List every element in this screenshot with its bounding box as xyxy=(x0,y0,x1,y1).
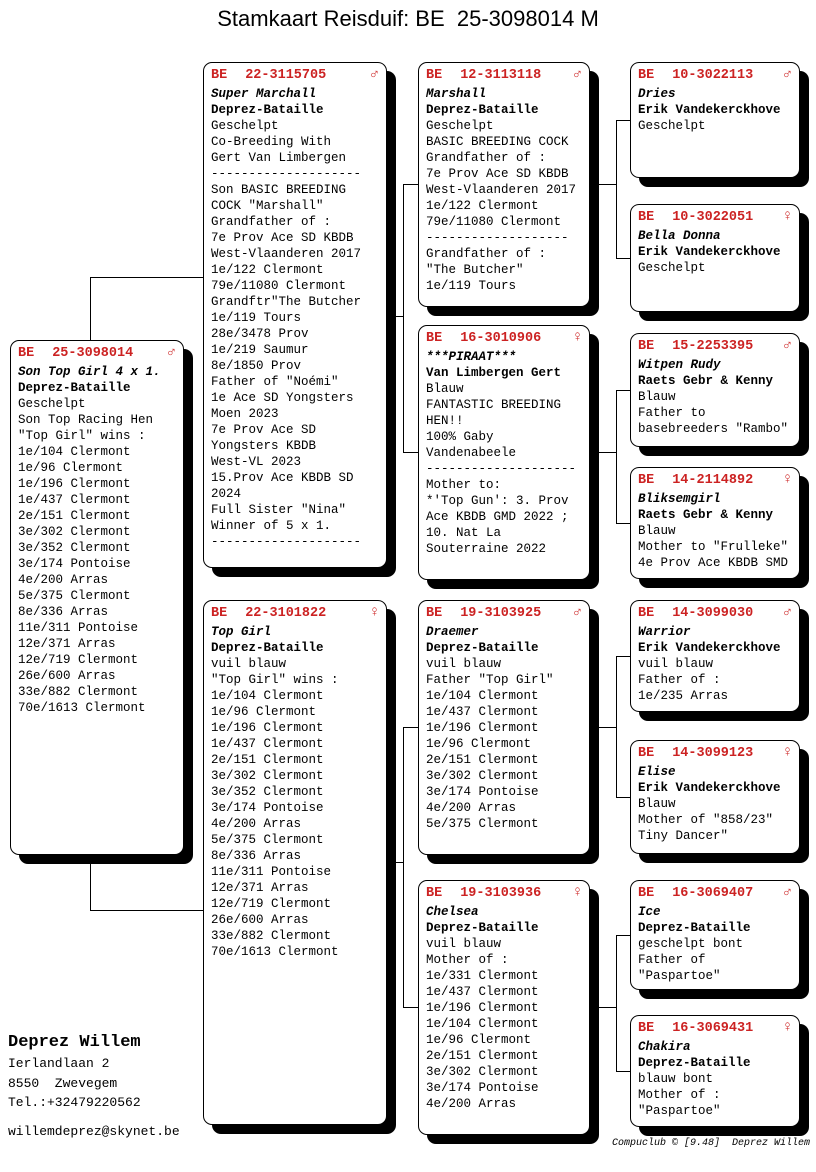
pigeon-owner: Deprez-Bataille xyxy=(426,641,539,655)
ring-number: 16-3069407 xyxy=(672,886,754,901)
connector-subject-mother-v xyxy=(90,855,91,911)
country-code: BE xyxy=(638,339,655,354)
ring-header xyxy=(211,66,379,86)
pigeon-name: Super Marchall xyxy=(211,87,317,101)
pedigree-box-ggp-6 xyxy=(630,740,800,854)
pigeon-details: blauw bont Mother of : "Paspartoe" xyxy=(638,1072,721,1118)
pedigree-box-grandmother-paternal xyxy=(418,325,590,580)
ring-number: 10-3022051 xyxy=(672,210,754,225)
pigeon-name: Elise xyxy=(638,765,676,779)
pigeon-owner: Raets Gebr & Kenny xyxy=(638,508,774,522)
loft-owner-address1: Ierlandlaan 2 xyxy=(8,1056,110,1071)
ring-header xyxy=(638,884,792,904)
loft-owner-email: willemdeprez@skynet.be xyxy=(8,1123,180,1139)
pigeon-name: Ice xyxy=(638,905,661,919)
connector-gp4-out xyxy=(590,1007,617,1008)
country-code: BE xyxy=(638,68,655,83)
pigeon-owner: Deprez-Bataille xyxy=(211,103,324,117)
pigeon-name: Bliksemgirl xyxy=(638,492,721,506)
pigeon-details: Blauw Mother of "858/23" Tiny Dancer" xyxy=(638,797,774,843)
ring-number: 14-3099123 xyxy=(672,746,754,761)
ring-header xyxy=(426,66,582,86)
pigeon-owner: Deprez-Bataille xyxy=(211,641,324,655)
country-code: BE xyxy=(638,473,655,488)
pigeon-details: Blauw Father to basebreeders "Rambo" xyxy=(638,390,789,436)
connector-ggp5-stub xyxy=(616,656,631,657)
pigeon-details: vuil blauw Mother of : 1e/331 Clermont 1e/437 Clermont 1e/196 Clermont 1e/104 Clermont 1e/96 Clermont 2e/151 Clermont 3e/302 Clermont 3e/174 Pontoise 4e/200 Arras xyxy=(426,937,539,1111)
ring-number: 16-3010906 xyxy=(460,331,542,346)
male-icon: ♂ xyxy=(782,604,792,621)
country-code: BE xyxy=(638,606,655,621)
loft-owner-tel: Tel.:+32479220562 xyxy=(8,1095,141,1110)
pigeon-owner: Erik Vandekerckhove xyxy=(638,245,781,259)
ring-number: 15-2253395 xyxy=(672,339,754,354)
pigeon-owner: Deprez-Bataille xyxy=(426,103,539,117)
connector-subject-father-v xyxy=(90,277,91,340)
connector-gp3-out xyxy=(590,727,617,728)
pigeon-details: vuil blauw Father of : 1e/235 Arras xyxy=(638,657,729,703)
connector-ggp1-stub xyxy=(616,120,631,121)
male-icon: ♂ xyxy=(782,66,792,83)
connector-father-gp-v xyxy=(403,184,404,453)
female-icon: ♀ xyxy=(782,744,792,761)
pigeon-details: Blauw Mother to "Frulleke" 4e Prov Ace KBDB SMD xyxy=(638,524,789,570)
loft-owner-address2: 8550 Zwevegem xyxy=(8,1075,118,1091)
pigeon-name: Marshall xyxy=(426,87,487,101)
ring-header xyxy=(426,329,582,349)
pigeon-name: ***PIRAAT*** xyxy=(426,350,517,364)
pedigree-box-ggp-8 xyxy=(630,1015,800,1127)
connector-ggp4-stub xyxy=(616,523,631,524)
ring-header xyxy=(426,604,582,624)
pigeon-name: Chakira xyxy=(638,1040,691,1054)
connector-gp2-out xyxy=(590,452,617,453)
pigeon-name: Draemer xyxy=(426,625,479,639)
pigeon-owner: Deprez-Bataille xyxy=(426,921,539,935)
pedigree-box-ggp-1 xyxy=(630,62,800,178)
pedigree-box-subject xyxy=(10,340,184,855)
connector-ggp3-stub xyxy=(616,390,631,391)
connector-subject-father-h xyxy=(90,277,204,278)
ring-number: 14-3099030 xyxy=(672,606,754,621)
connector-ggp8-stub xyxy=(616,1071,631,1072)
pigeon-name: Son Top Girl 4 x 1. xyxy=(18,365,161,379)
country-code: BE xyxy=(638,1021,655,1036)
female-icon: ♀ xyxy=(572,329,582,346)
pigeon-details: vuil blauw "Top Girl" wins : 1e/104 Clermont 1e/96 Clermont 1e/196 Clermont 1e/437 Clermont 2e/151 Clermont 3e/302 Clermont 3e/352 Clermont 3e/174 Pontoise 4e/200 Arras 5e/375 Clermont 8e/336 Arras 11e/311 Pontoise 12e/371 Arras 12e/719 Clermont 26e/600 Arras 33e/882 Clermont 70e/1613 Clermont xyxy=(211,657,339,959)
pedigree-box-grandmother-maternal xyxy=(418,880,590,1135)
ring-number: 10-3022113 xyxy=(672,68,754,83)
female-icon: ♀ xyxy=(369,604,379,621)
country-code: BE xyxy=(426,606,443,621)
ring-header xyxy=(426,884,582,904)
pigeon-details: Blauw FANTASTIC BREEDING HEN!! 100% Gaby Vandenabeele -------------------- Mother to: *'Top Gun': 3. Prov Ace KBDB GMD 2022 ; 10. Nat La Souterraine 2022 xyxy=(426,382,577,556)
ring-number: 14-2114892 xyxy=(672,473,754,488)
country-code: BE xyxy=(638,746,655,761)
connector-ggp78-v xyxy=(616,935,617,1072)
ring-number: 12-3113118 xyxy=(460,68,542,83)
pedigree-box-ggp-4 xyxy=(630,467,800,579)
pigeon-details: Geschelpt Co-Breeding With Gert Van Limbergen -------------------- Son BASIC BREEDING COCK "Marshall" Grandfather of : 7e Prov Ace SD KBDB West-Vlaanderen 2017 1e/122 Clermont 79e/11080 Clermont Grandftr"The Butcher 1e/119 Tours 28e/3478 Prov 1e/219 Saumur 8e/1850 Prov Father of "Noémi" 1e Ace SD Yongsters Moen 2023 7e Prov Ace SD Yongsters KBDB West-VL 2023 15.Prov Ace KBDB SD 2024 Full Sister "Nina" Winner of 5 x 1. -------------------- xyxy=(211,119,362,549)
country-code: BE xyxy=(638,886,655,901)
pigeon-name: Top Girl xyxy=(211,625,272,639)
male-icon: ♂ xyxy=(782,884,792,901)
country-code: BE xyxy=(426,886,443,901)
pigeon-owner: Deprez-Bataille xyxy=(18,381,131,395)
country-code: BE xyxy=(211,68,228,83)
ring-header xyxy=(638,66,792,86)
pigeon-name: Bella Donna xyxy=(638,229,721,243)
connector-ggp6-stub xyxy=(616,797,631,798)
pigeon-owner: Van Limbergen Gert xyxy=(426,366,562,380)
ring-header xyxy=(638,337,792,357)
pedigree-box-ggp-2 xyxy=(630,204,800,312)
female-icon: ♀ xyxy=(782,1019,792,1036)
pigeon-details: Geschelpt xyxy=(638,261,706,275)
pigeon-name: Witpen Rudy xyxy=(638,358,721,372)
loft-owner-block xyxy=(8,1032,180,1139)
country-code: BE xyxy=(426,331,443,346)
ring-number: 25-3098014 xyxy=(52,346,134,361)
pigeon-owner: Erik Vandekerckhove xyxy=(638,641,781,655)
connector-gp2-stub xyxy=(403,452,419,453)
female-icon: ♀ xyxy=(782,471,792,488)
connector-ggp34-v xyxy=(616,390,617,524)
connector-father-stub xyxy=(387,316,404,317)
pigeon-details: geschelpt bont Father of "Paspartoe" xyxy=(638,937,744,983)
connector-mother-gp-v xyxy=(403,727,404,1008)
pedigree-box-grandfather-paternal xyxy=(418,62,590,307)
pigeon-details: Geschelpt BASIC BREEDING COCK Grandfather of : 7e Prov Ace SD KBDB West-Vlaanderen 2017 1e/122 Clermont 79e/11080 Clermont ------------------- Grandfather of : "The Butcher" 1e/119 Tours xyxy=(426,119,577,293)
ring-number: 19-3103936 xyxy=(460,886,542,901)
pigeon-details: Geschelpt xyxy=(638,119,706,133)
male-icon: ♂ xyxy=(572,66,582,83)
pedigree-box-father xyxy=(203,62,387,568)
pigeon-owner: Deprez-Bataille xyxy=(638,921,751,935)
pigeon-owner: Deprez-Bataille xyxy=(638,1056,751,1070)
ring-header xyxy=(211,604,379,624)
ring-header xyxy=(18,344,176,364)
pedigree-box-ggp-3 xyxy=(630,333,800,447)
connector-ggp2-stub xyxy=(616,258,631,259)
connector-gp3-stub xyxy=(403,727,419,728)
ring-number: 22-3101822 xyxy=(245,606,327,621)
pedigree-box-ggp-5 xyxy=(630,600,800,712)
country-code: BE xyxy=(211,606,228,621)
pigeon-name: Chelsea xyxy=(426,905,479,919)
pigeon-name: Dries xyxy=(638,87,676,101)
connector-mother-stub xyxy=(387,862,404,863)
connector-subject-mother-h xyxy=(90,910,204,911)
ring-header xyxy=(638,744,792,764)
male-icon: ♂ xyxy=(369,66,379,83)
ring-number: 16-3069431 xyxy=(672,1021,754,1036)
ring-header xyxy=(638,604,792,624)
female-icon: ♀ xyxy=(782,208,792,225)
ring-number: 19-3103925 xyxy=(460,606,542,621)
connector-gp1-stub xyxy=(403,184,419,185)
ring-header xyxy=(638,471,792,491)
pigeon-details: Geschelpt Son Top Racing Hen "Top Girl" wins : 1e/104 Clermont 1e/96 Clermont 1e/196 Clermont 1e/437 Clermont 2e/151 Clermont 3e/302 Clermont 3e/352 Clermont 3e/174 Pontoise 4e/200 Arras 5e/375 Clermont 8e/336 Arras 11e/311 Pontoise 12e/371 Arras 12e/719 Clermont 26e/600 Arras 33e/882 Clermont 70e/1613 Clermont xyxy=(18,397,154,715)
pedigree-box-grandfather-maternal xyxy=(418,600,590,855)
female-icon: ♀ xyxy=(572,884,582,901)
country-code: BE xyxy=(638,210,655,225)
connector-ggp56-v xyxy=(616,656,617,798)
connector-gp1-out xyxy=(590,184,617,185)
male-icon: ♂ xyxy=(782,337,792,354)
pigeon-owner: Erik Vandekerckhove xyxy=(638,781,781,795)
country-code: BE xyxy=(18,346,35,361)
connector-ggp12-v xyxy=(616,120,617,259)
pedigree-box-mother xyxy=(203,600,387,1125)
connector-gp4-stub xyxy=(403,1007,419,1008)
pigeon-owner: Raets Gebr & Kenny xyxy=(638,374,774,388)
pigeon-details: vuil blauw Father "Top Girl" 1e/104 Clermont 1e/437 Clermont 1e/196 Clermont 1e/96 Clermont 2e/151 Clermont 3e/302 Clermont 3e/174 Pontoise 4e/200 Arras 5e/375 Clermont xyxy=(426,657,554,831)
connector-ggp7-stub xyxy=(616,935,631,936)
country-code: BE xyxy=(426,68,443,83)
pedigree-box-ggp-7 xyxy=(630,880,800,990)
pigeon-owner: Erik Vandekerckhove xyxy=(638,103,781,117)
ring-number: 22-3115705 xyxy=(245,68,327,83)
male-icon: ♂ xyxy=(166,344,176,361)
ring-header xyxy=(638,1019,792,1039)
compuclub-credit: Compuclub © [9.48] Deprez Willem xyxy=(611,1138,810,1149)
page-title: Stamkaart Reisduif: BE 25-3098014 M xyxy=(217,6,599,31)
loft-owner-name: Deprez Willem xyxy=(8,1033,141,1052)
ring-header xyxy=(638,208,792,228)
pigeon-name: Warrior xyxy=(638,625,691,639)
male-icon: ♂ xyxy=(572,604,582,621)
